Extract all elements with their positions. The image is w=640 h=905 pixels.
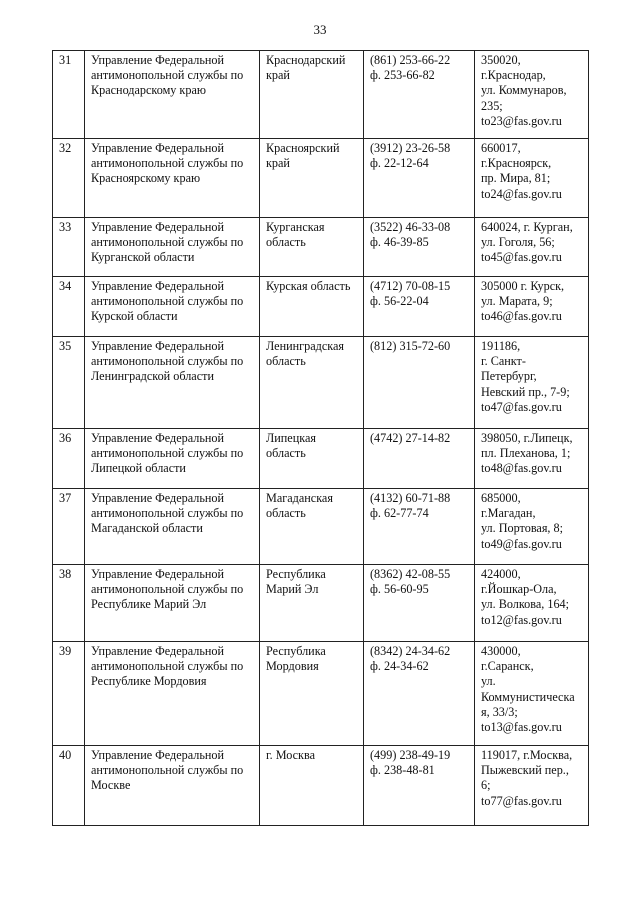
phone: (3912) 23-26-58 ф. 22-12-64	[364, 139, 475, 218]
region: Краснодарский край	[260, 51, 364, 139]
table-row	[53, 642, 589, 746]
row-number: 34	[53, 277, 85, 337]
address: 350020, г.Краснодар, ул. Коммунаров, 235; to23@fas.gov.ru	[475, 51, 589, 139]
table-row	[53, 218, 589, 277]
region: Магаданская область	[260, 489, 364, 565]
office-name: Управление Федеральной антимонопольной службы по Красноярскому краю	[85, 139, 260, 218]
region: Ленинградская область	[260, 337, 364, 429]
table-row	[53, 746, 589, 826]
phone: (3522) 46-33-08 ф. 46-39-85	[364, 218, 475, 277]
address: 660017, г.Красноярск, пр. Мира, 81; to24@fas.gov.ru	[475, 139, 589, 218]
row-number: 37	[53, 489, 85, 565]
phone: (8362) 42-08-55 ф. 56-60-95	[364, 565, 475, 642]
office-name: Управление Федеральной антимонопольной службы по Республике Мордовия	[85, 642, 260, 746]
row-number: 31	[53, 51, 85, 139]
table-row	[53, 51, 589, 139]
phone: (4742) 27-14-82	[364, 429, 475, 489]
phone: (499) 238-49-19 ф. 238-48-81	[364, 746, 475, 826]
office-name: Управление Федеральной антимонопольной службы по Республике Марий Эл	[85, 565, 260, 642]
row-number: 40	[53, 746, 85, 826]
row-number: 39	[53, 642, 85, 746]
directory-table	[52, 50, 589, 826]
office-name: Управление Федеральной антимонопольной службы по Липецкой области	[85, 429, 260, 489]
address: 430000, г.Саранск, ул. Коммунистическа я, 33/3; to13@fas.gov.ru	[475, 642, 589, 746]
table-row	[53, 139, 589, 218]
office-name: Управление Федеральной антимонопольной службы по Магаданской области	[85, 489, 260, 565]
region: Курганская область	[260, 218, 364, 277]
address: 685000, г.Магадан, ул. Портовая, 8; to49@fas.gov.ru	[475, 489, 589, 565]
table-row	[53, 489, 589, 565]
region: Республика Мордовия	[260, 642, 364, 746]
region: Курская область	[260, 277, 364, 337]
address: 640024, г. Курган, ул. Гоголя, 56; to45@fas.gov.ru	[475, 218, 589, 277]
office-name: Управление Федеральной антимонопольной службы по Курганской области	[85, 218, 260, 277]
table-row	[53, 337, 589, 429]
phone: (8342) 24-34-62 ф. 24-34-62	[364, 642, 475, 746]
address: 398050, г.Липецк, пл. Плеханова, 1; to48@fas.gov.ru	[475, 429, 589, 489]
office-name: Управление Федеральной антимонопольной службы по Краснодарскому краю	[85, 51, 260, 139]
address: 424000, г.Йошкар-Ола, ул. Волкова, 164; to12@fas.gov.ru	[475, 565, 589, 642]
page-number: 33	[313, 22, 327, 37]
region: Красноярский край	[260, 139, 364, 218]
phone: (861) 253-66-22 ф. 253-66-82	[364, 51, 475, 139]
phone: (4712) 70-08-15 ф. 56-22-04	[364, 277, 475, 337]
region: Республика Марий Эл	[260, 565, 364, 642]
table-row	[53, 277, 589, 337]
row-number: 36	[53, 429, 85, 489]
address: 119017, г.Москва, Пыжевский пер., 6; to77@fas.gov.ru	[475, 746, 589, 826]
phone: (812) 315-72-60	[364, 337, 475, 429]
row-number: 38	[53, 565, 85, 642]
office-name: Управление Федеральной антимонопольной службы по Курской области	[85, 277, 260, 337]
phone: (4132) 60-71-88 ф. 62-77-74	[364, 489, 475, 565]
table-row	[53, 429, 589, 489]
address: 305000 г. Курск, ул. Марата, 9; to46@fas.gov.ru	[475, 277, 589, 337]
address: 191186, г. Санкт- Петербург, Невский пр., 7-9; to47@fas.gov.ru	[475, 337, 589, 429]
row-number: 32	[53, 139, 85, 218]
row-number: 33	[53, 218, 85, 277]
region: г. Москва	[260, 746, 364, 826]
office-name: Управление Федеральной антимонопольной службы по Ленинградской области	[85, 337, 260, 429]
region: Липецкая область	[260, 429, 364, 489]
row-number: 35	[53, 337, 85, 429]
office-name: Управление Федеральной антимонопольной службы по Москве	[85, 746, 260, 826]
table-row	[53, 565, 589, 642]
